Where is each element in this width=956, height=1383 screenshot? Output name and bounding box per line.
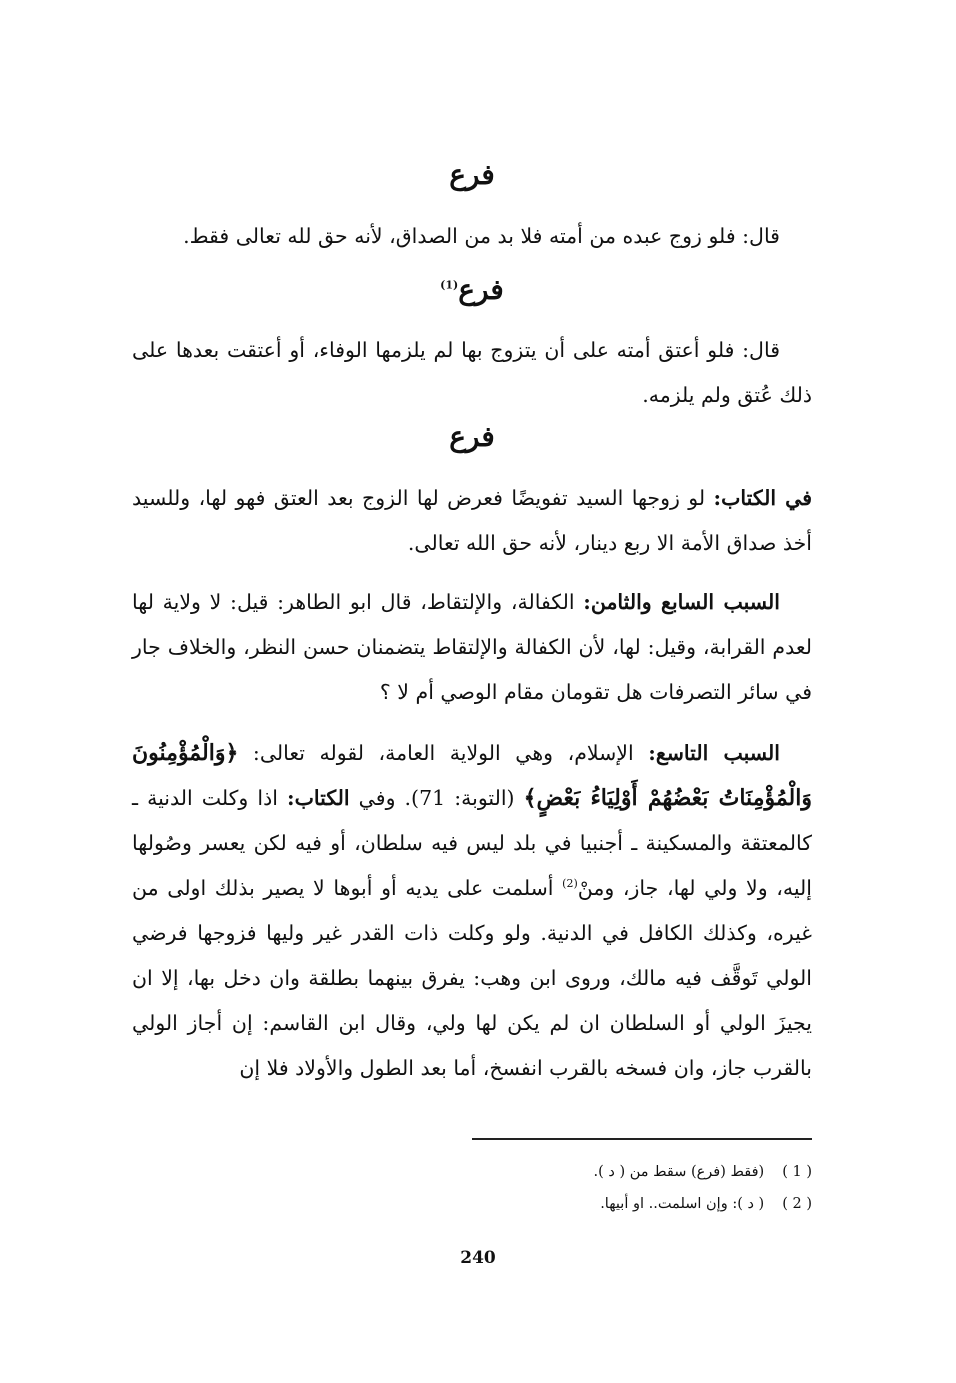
paragraph-cause-7-8-lead: السبب السابع والثامن: [583,589,780,614]
footnote-ref-2: (2) [562,876,578,890]
footnote-2 [412,1188,812,1220]
footnote-separator [472,1138,812,1140]
paragraph-cause-9-text-1: الإسلام، وهي الولاية العامة، لقوله تعالى: [238,740,649,765]
paragraph-1: قال: فلو زوج عبده من أمته فلا بد من الصداق، لأنه حق لله تعالى فقط. [183,223,780,248]
paragraph-kitab-text: لو زوجها السيد تفويضًا فعرض لها الزوج بعد العتق فهو لها، وللسيد أخذ صداق الأمة الا ربع دينار، لأنه حق الله تعالى. [132,485,812,555]
verse-reference: (التوبة: 71). وفي [349,785,524,810]
footnote-2-text: ( د ): وإن اسلمت.. او أبيها. [600,1196,765,1212]
footnote-1-number: ( 1 ) [782,1164,812,1180]
paragraph-kitab-lead: في الكتاب: [713,485,812,510]
paragraph-2: قال: فلو أعتق أمته على أن يتزوج بها لم يلزمها الوفاء، أو أعتقت بعدها على ذلك عُتق ولم يلزمه. [132,338,812,408]
paragraph-cause-9-lead: السبب التاسع: [648,740,780,765]
section-heading-2-text: فرع [458,272,504,306]
paragraph-cause-9-text-3: أسلمت على يديه أو أبوها لا يصير بذلك اولى من غيره، وكذلك الكافل في الدنية. ولو وكلت ذات القدر غير وليها فزوجها فرضي الولي تَوقَّف فيه مالك، وروى ابن وهب: يفرق بينهما بطلقة وان دخل بها، إلا ان يجيزَ الولي أو السلطان ان لم يكن لها ولي، وقال ابن القاسم: إن أجاز الولي بالقرب جاز، وان فسخه بالقرب انفسخ، أما بعد الطول والأولاد فلا إن [132,875,812,1080]
paragraph-cause-7-8-text: الكفالة، والإلتقاط، قال ابو الطاهر: قيل: لا ولاية لها لعدم القرابة، وقيل: لها، لأن الكفالة والإلتقاط يتضمنان حسن النظر، والخلاف جار في سائر التصرفات هل تقومان مقام الوصي أم لا ؟ [132,589,812,704]
section-heading-2 [132,273,812,307]
section-heading-1: فرع [449,158,495,191]
paragraph-cause-7-8 [132,580,812,715]
paragraph-cause-9-lead-2: الكتاب: [287,785,350,810]
footnotes [412,1156,812,1220]
footnote-1 [412,1156,812,1188]
section-heading-3: فرع [449,420,495,454]
page-number: 240 [460,1248,496,1268]
paragraph-cause-9-text-2: اذا وكلت الدنية ـ كالمعتقة والمسكينة ـ أجنبيا في بلد ليس فيه سلطان، أو فيه لكن يعسر وصُولها إليه، ولا ولي لها، جاز، ومنْ [132,785,812,900]
footnote-1-text: (فقط (فرع) سقط من ( د ). [593,1164,765,1180]
footnote-2-number: ( 2 ) [782,1196,812,1212]
footnote-ref-1: (1) [440,278,459,292]
quran-verse: ﴿وَالْمُؤْمِنُونَ وَالْمُؤْمِنَاتُ بَعْضُهُمْ أَوْلِيَاءُ بَعْضٍ﴾ [132,739,812,811]
paragraph-kitab [132,476,812,566]
paragraph-cause-9 [132,731,812,1091]
page-body [132,150,812,1091]
